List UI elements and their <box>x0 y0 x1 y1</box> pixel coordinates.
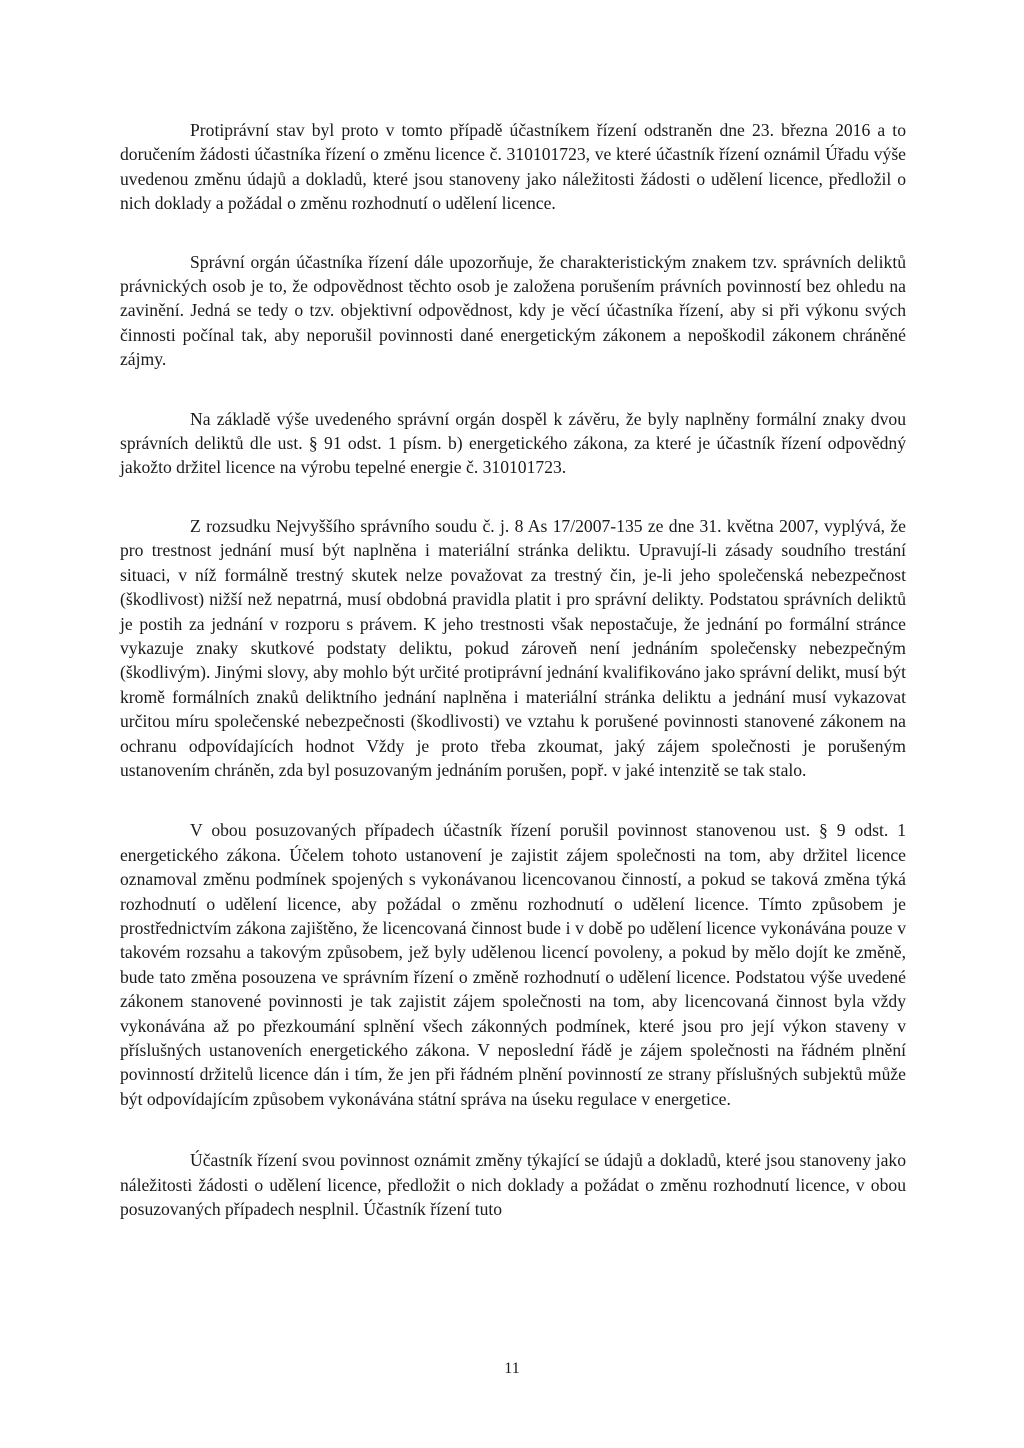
paragraph-unlawful-state-removed: Protiprávní stav byl proto v tomto případě účastníkem řízení odstraněn dne 23. března 2016 a to doručením žádosti účastníka řízení o změnu licence č. 310101723, ve které účastník řízení oznámil Úřadu výše uvedenou změnu údajů a dokladů, které jsou stanoveny jako náležitosti žádosti o udělení licence, předložil o nich doklady a požádal o změnu rozhodnutí o udělení licence. <box>120 120 906 214</box>
paragraph-participant-failed-duty: Účastník řízení svou povinnost oznámit změny týkající se údajů a dokladů, které jsou stanoveny jako náležitosti žádosti o udělení licence, předložit o nich doklady a požádat o změnu rozhodnutí licence, v obou posuzovaných případech nesplnil. Účastník řízení tuto <box>120 1150 906 1220</box>
paragraph-formal-elements-conclusion: Na základě výše uvedeného správní orgán dospěl k závěru, že byly naplněny formální znaky dvou správních deliktů dle ust. § 91 odst. 1 písm. b) energetického zákona, za které je účastník řízení odpovědný jakožto držitel licence na výrobu tepelné energie č. 310101723. <box>120 408 906 478</box>
paragraph-violated-obligation: V obou posuzovaných případech účastník řízení porušil povinnost stanovenou ust. § 9 odst. 1 energetického zákona. Účelem tohoto ustanovení je zajistit zájem společnosti na tom, aby držitel licence oznamoval změnu podmínek spojených s vykonávanou licencovanou činností, a pokud se taková změna týká rozhodnutí o udělení licence, aby požádal o změnu rozhodnutí o udělení licence. Tímto způsobem je prostřednictvím zákona zajištěno, že licencovaná činnost bude i v době po udělení licence vykonávána pouze v takovém rozsahu a takovým způsobem, jež byly udělenou licencí povoleny, a pokud by mělo dojít ke změně, bude tato změna posouzena ve správním řízení o změně rozhodnutí o udělení licence. Podstatou výše uvedené zákonem stanovené povinnosti je tak zajistit zájem společnosti na tom, aby licencovaná činnost byla vždy vykonávána až po přezkoumání splnění všech zákonných podmínek, které jsou pro její výkon staveny v příslušných ustanoveních energetického zákona. V neposlední řádě je zájem společnosti na řádném plnění povinností držitelů licence dán i tím, že jen při řádném plnění povinností ze strany příslušných subjektů může být odpovídajícím způsobem vykonávána státní správa na úseku regulace v energetice. <box>120 820 906 1109</box>
paragraph-objective-liability: Správní orgán účastníka řízení dále upozorňuje, že charakteristickým znakem tzv. správních deliktů právnických osob je to, že odpovědnost těchto osob je založena porušením právních povinností bez ohledu na zavinění. Jedná se tedy o tzv. objektivní odpovědnost, kdy je věcí účastníka řízení, aby si při výkonu svých činnosti počínal tak, aby neporušil povinnosti dané energetickým zákonem a nepoškodil zákonem chráněné zájmy. <box>120 251 906 370</box>
paragraph-court-ruling-material-aspect: Z rozsudku Nejvyššího správního soudu č. j. 8 As 17/2007-135 ze dne 31. května 2007, vyplývá, že pro trestnost jednání musí být naplněna i materiální stránka deliktu. Upravují-li zásady soudního trestání situaci, v níž formálně trestný skutek nelze považovat za trestný čin, je-li jeho společenská nebezpečnost (škodlivost) nižší než nepatrná, musí obdobná pravidla platit i pro správní delikty. Podstatou správních deliktů je postih za jednání v rozporu s právem. K jeho trestnosti však nepostačuje, že jednání po formální stránce vykazuje znaky skutkové podstaty deliktu, pokud zároveň není jednáním společensky nebezpečným (škodlivým). Jinými slovy, aby mohlo být určité protiprávní jednání kvalifikováno jako správní delikt, musí být kromě formálních znaků deliktního jednání naplněna i materiální stránka deliktu a jednání musí vykazovat určitou míru společenské nebezpečnosti (škodlivosti) ve vztahu k porušené povinnosti stanovené zákonem na ochranu odpovídajících hodnot Vždy je proto třeba zkoumat, jaký zájem společnosti je porušeným ustanovením chráněn, zda byl posuzovaným jednáním porušen, popř. v jaké intenzitě se tak stalo. <box>120 515 906 780</box>
page-number: 11 <box>504 1360 520 1377</box>
